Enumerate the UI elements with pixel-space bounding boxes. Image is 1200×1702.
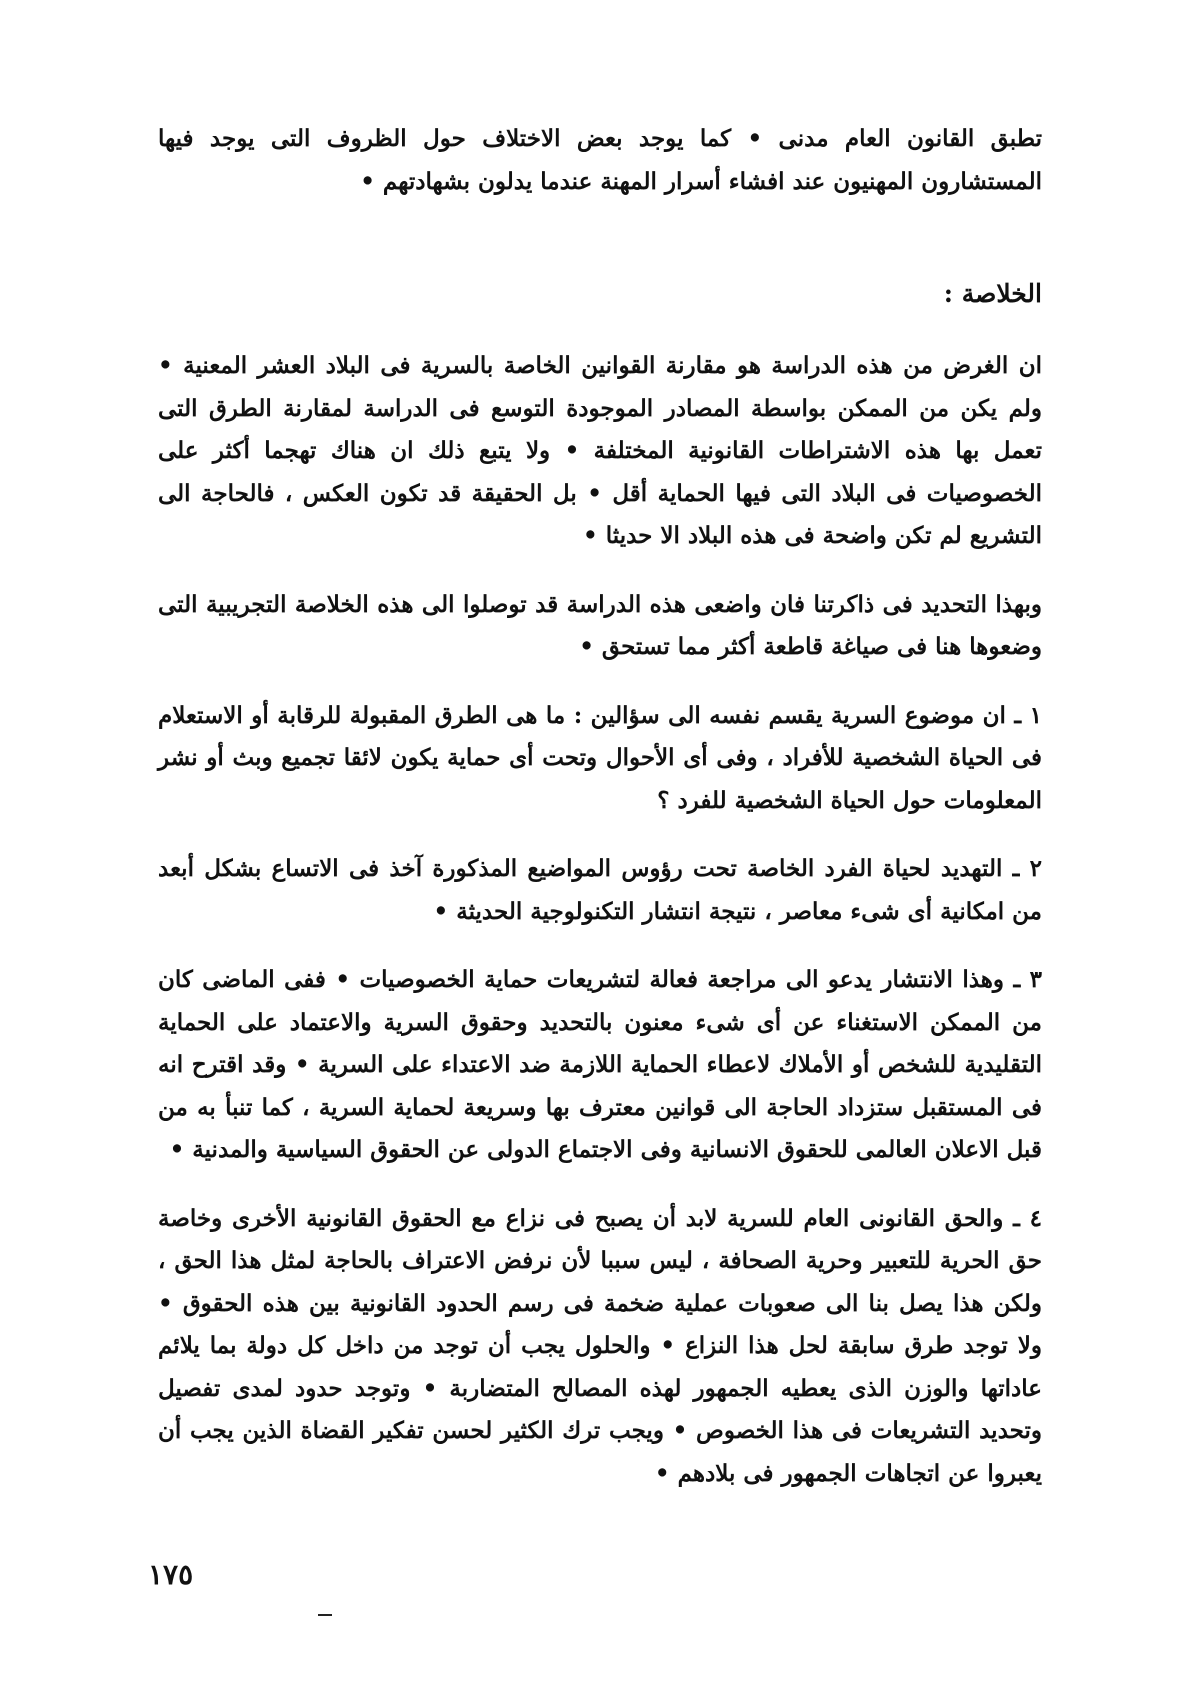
stray-mark xyxy=(318,1614,332,1616)
page-number: ١٧٥ xyxy=(148,1558,194,1591)
document-page xyxy=(158,118,1042,1495)
paragraph-limitation: وبهذا التحديد فى ذاكرتنا فان واضعى هذه الدراسة قد توصلوا الى هذه الخلاصة التجريبية التى وضعوها هنا فى صياغة قاطعة أكثر مما تستحق • xyxy=(158,590,1042,660)
paragraph-point-2: ٢ ـ التهديد لحياة الفرد الخاصة تحت رؤوس المواضيع المذكورة آخذ فى الاتساع بشكل أبعد من امكانية أى شىء معاصر ، نتيجة انتشار التكنولوجية الحديثة • xyxy=(158,855,1042,925)
section-heading-text: الخلاصة xyxy=(961,279,1042,308)
intro-paragraph: تطبق القانون العام مدنى • كما يوجد بعض الاختلاف حول الظروف التى يوجد فيها المستشارون المهنيون عند افشاء أسرار المهنة عندما يدلون بشهادتهم • xyxy=(158,125,1042,195)
paragraph-point-1: ١ ـ ان موضوع السرية يقسم نفسه الى سؤالين : ما هى الطرق المقبولة للرقابة أو الاستعلام فى الحياة الشخصية للأفراد ، وفى أى الأحوال وتحت أى حماية يكون لائقا تجميع وبث أو نشر المعلومات حول الحياة الشخصية للفرد ؟ xyxy=(158,701,1042,814)
paragraph-purpose: ان الغرض من هذه الدراسة هو مقارنة القوانين الخاصة بالسرية فى البلاد العشر المعنية • ولم يكن من الممكن بواسطة المصادر الموجودة التوسع فى الدراسة لمقارنة الطرق التى تعمل بها هذه الاشتراطات القانونية المختلفة • ولا يتبع ذلك ان هناك تهجما أكثر على الخصوصيات فى البلاد التى فيها الحماية أقل • بل الحقيقة قد تكون العكس ، فالحاجة الى التشريع لم تكن واضحة فى هذه البلاد الا حديثا • xyxy=(158,352,1042,549)
paragraph-point-4: ٤ ـ والحق القانونى العام للسرية لابد أن يصبح فى نزاع مع الحقوق القانونية الأخرى وخاصة حق الحرية للتعبير وحرية الصحافة ، ليس سببا لأن نرفض الاعتراف بالحاجة لمثل هذا الحق ، ولكن هذا يصل بنا الى صعوبات عملية ضخمة فى رسم الحدود القانونية بين هذه الحقوق • ولا توجد طرق سابقة لحل هذا النزاع • والحلول يجب أن توجد من داخل كل دولة بما يلائم عاداتها والوزن الذى يعطيه الجمهور لهذه المصالح المتضاربة • وتوجد حدود لمدى تفصيل وتحديد التشريعات فى هذا الخصوص • ويجب ترك الكثير لحسن تفكير القضاة الذين يجب أن يعبروا عن اتجاهات الجمهور فى بلادهم • xyxy=(158,1204,1042,1487)
paragraph-point-3: ٣ ـ وهذا الانتشار يدعو الى مراجعة فعالة لتشريعات حماية الخصوصيات • ففى الماضى كان من الممكن الاستغناء عن أى شىء معنون بالتحديد وحقوق السرية والاعتماد على الحماية التقليدية للشخص أو الأملاك لاعطاء الحماية اللازمة ضد الاعتداء على السرية • وقد اقترح انه فى المستقبل ستزداد الحاجة الى قوانين معترف بها وسريعة لحماية السرية ، كما تنبأ به من قبل الاعلان العالمى للحقوق الانسانية وفى الاجتماع الدولى عن الحقوق السياسية والمدنية • xyxy=(158,966,1042,1163)
section-heading xyxy=(158,273,1042,315)
section-heading-colon: : xyxy=(943,279,954,308)
